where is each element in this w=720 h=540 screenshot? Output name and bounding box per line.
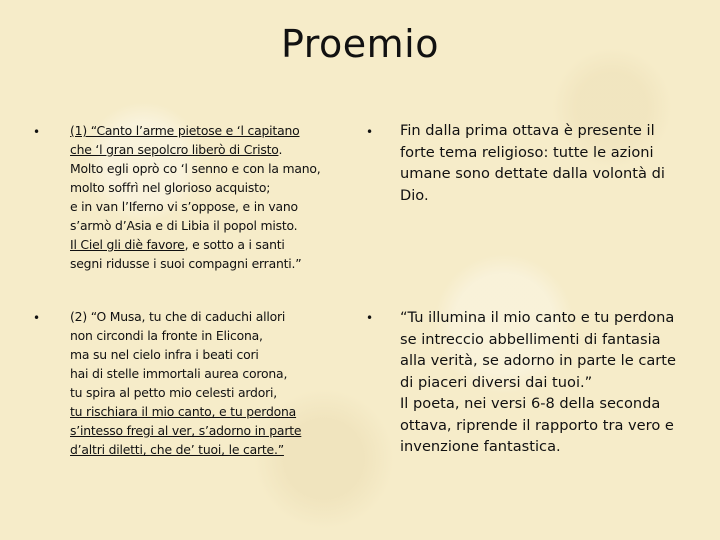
quote-line-text: hai di stelle immortali aurea corona, bbox=[70, 366, 288, 381]
quote-line bbox=[70, 216, 335, 235]
quote-line-suffix: , e sotto a i santi bbox=[184, 237, 285, 252]
comment-line: ottava, riprende il rapporto tra vero e bbox=[400, 416, 674, 434]
comment-line: umane sono dettate dalla volontà di bbox=[400, 165, 665, 182]
comment-line: invenzione fantastica. bbox=[400, 438, 561, 455]
comment-line: forte tema religioso: tutte le azioni bbox=[400, 143, 654, 161]
quote-line-text: segni ridusse i suoi compagni erranti.” bbox=[70, 256, 302, 271]
comment-line: di piaceri diversi dai tuoi.” bbox=[400, 373, 593, 391]
quote-line bbox=[70, 178, 335, 197]
comment-line: se intreccio abbellimenti di fantasia bbox=[400, 330, 661, 348]
quote-line-text: s’intesso fregi al ver, s’adorno in parte bbox=[70, 423, 302, 438]
quote-line-text: non circondi la fronte in Elicona, bbox=[70, 328, 263, 343]
quote-line bbox=[70, 121, 335, 140]
bullet-quote-2: • bbox=[33, 311, 41, 325]
quote-line bbox=[70, 254, 335, 273]
quote-line-text: s’armò d’Asia e di Libia il popol misto. bbox=[70, 218, 298, 233]
quote-line-suffix: . bbox=[278, 142, 283, 157]
quote-2 bbox=[70, 307, 335, 459]
quote-line bbox=[70, 235, 335, 254]
quote-line-text: e in van l’Iferno vi s’oppose, e in vano bbox=[70, 199, 298, 214]
quote-line-text: ma su nel cielo infra i beati cori bbox=[70, 347, 259, 362]
comment-line: Fin dalla prima ottava è presente il bbox=[400, 122, 655, 139]
quote-line-text: tu rischiara il mio canto, e tu perdona bbox=[70, 404, 297, 419]
quote-line bbox=[70, 383, 335, 402]
comment-line: alla verità, se adorno in parte le carte bbox=[400, 352, 676, 369]
quote-line-text: d’altri diletti, che de’ tuoi, le carte.” bbox=[70, 442, 284, 457]
quote-line-text: (1) “Canto l’arme pietose e ‘l capitano bbox=[70, 123, 300, 138]
comment-1 bbox=[400, 120, 690, 206]
quote-line bbox=[70, 345, 335, 364]
quote-line bbox=[70, 364, 335, 383]
quote-line bbox=[70, 307, 335, 326]
quote-line-text: Il Ciel gli diè favore bbox=[70, 237, 185, 252]
quote-line bbox=[70, 440, 335, 459]
quote-line bbox=[70, 197, 335, 216]
quote-line-text: molto soffrì nel glorioso acquisto; bbox=[70, 180, 271, 195]
comment-line: “Tu illumina il mio canto e tu perdona bbox=[400, 309, 675, 326]
quote-line bbox=[70, 159, 335, 178]
quote-line-text: (2) “O Musa, tu che di caduchi allori bbox=[70, 309, 286, 324]
bullet-quote-1: • bbox=[33, 125, 41, 139]
quote-line bbox=[70, 402, 335, 421]
quote-line-text: Molto egli oprò co ‘l senno e con la mano, bbox=[70, 161, 321, 176]
comment-2 bbox=[400, 307, 690, 458]
quote-line bbox=[70, 421, 335, 440]
comment-line: Il poeta, nei versi 6-8 della seconda bbox=[400, 395, 661, 412]
comment-line: Dio. bbox=[400, 186, 429, 204]
quote-line bbox=[70, 140, 335, 159]
bullet-comment-2: • bbox=[366, 311, 374, 325]
quote-line-text: che ‘l gran sepolcro liberò di Cristo bbox=[70, 142, 279, 157]
quote-1 bbox=[70, 121, 335, 273]
page-title: Proemio bbox=[281, 22, 439, 66]
quote-line bbox=[70, 326, 335, 345]
bullet-comment-1: • bbox=[366, 125, 374, 139]
quote-line-text: tu spira al petto mio celesti ardori, bbox=[70, 385, 277, 400]
